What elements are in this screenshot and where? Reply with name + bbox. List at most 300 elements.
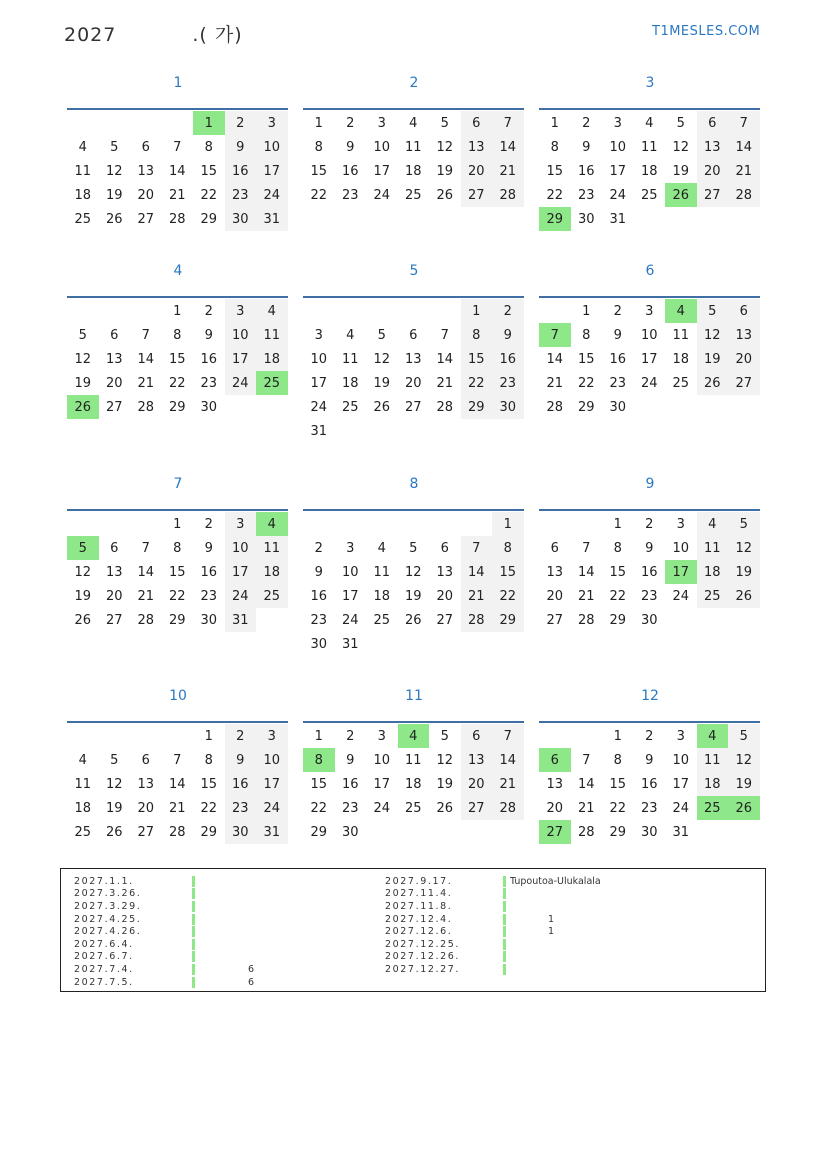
day-cell: 14 [577,564,595,580]
day-cell: 17 [310,375,328,391]
day-cell: 11 [74,163,92,179]
day-cell: 20 [697,159,729,183]
empty-day-cell [335,299,367,323]
day-cell: 17 [225,347,257,371]
day-cell: 1 [314,728,323,744]
day-cell: 10 [310,351,328,367]
day-cell: 8 [314,139,323,155]
page-title [64,20,243,47]
day-cell: 2 [645,728,654,744]
day-cell: 28 [137,399,155,415]
day-cell: 22 [609,800,627,816]
empty-day-cell [99,111,131,135]
day-cell: 20 [546,588,564,604]
empty-day-cell [571,724,603,748]
day-cell: 3 [676,728,685,744]
holiday-marker [192,951,195,962]
day-cell: 15 [200,163,218,179]
day-cell: 16 [341,163,359,179]
legend-holiday-name: Tupoutoa-Ulukalala [510,875,601,887]
day-cell: 11 [640,139,658,155]
empty-day-cell [366,512,398,536]
day-cell: 17 [640,351,658,367]
legend-row [74,875,199,888]
title-subtitle: .( 가) [192,24,243,46]
day-cell: 26 [105,211,123,227]
day-cell: 15 [310,163,328,179]
day-cell: 6 [461,724,493,748]
day-cell: 18 [256,347,288,371]
empty-day-cell [99,299,131,323]
brand-logo[interactable]: T1MESLES.COM [652,24,761,39]
day-cell: 29 [609,824,627,840]
day-cell: 29 [609,612,627,628]
holiday-marker [503,951,506,962]
month-days-grid [303,512,524,656]
day-cell: 16 [640,776,658,792]
day-cell: 19 [697,347,729,371]
day-cell: 13 [461,748,493,772]
day-cell: 23 [577,187,595,203]
day-cell: 15 [200,776,218,792]
empty-day-cell [429,299,461,323]
day-cell: 13 [137,776,155,792]
month-divider [67,296,288,298]
day-cell: 17 [256,159,288,183]
day-cell: 8 [173,327,182,343]
day-cell: 9 [346,139,355,155]
legend-row [74,900,199,913]
day-cell: 26 [728,584,760,608]
holiday-day-cell: 4 [256,512,288,536]
month-divider [539,721,760,723]
empty-day-cell [130,724,162,748]
day-cell: 28 [577,612,595,628]
legend-date: 2027.12.4. [385,913,453,925]
day-cell: 19 [728,560,760,584]
legend-row [74,938,199,951]
day-cell: 29 [168,612,186,628]
month-divider [303,509,524,511]
day-cell: 13 [436,564,454,580]
month-days-grid [303,111,524,207]
day-cell: 7 [141,540,150,556]
day-cell: 27 [404,399,422,415]
day-cell: 19 [672,163,690,179]
day-cell: 3 [225,512,257,536]
empty-day-cell [99,724,131,748]
day-cell: 15 [461,347,493,371]
day-cell: 18 [697,560,729,584]
day-cell: 24 [310,399,328,415]
month-days-grid [67,724,288,844]
month-title: 12 [641,688,659,704]
legend-date: 2027.3.26. [74,888,142,900]
day-cell: 18 [256,560,288,584]
legend-date: 2027.4.26. [74,926,142,938]
holiday-day-cell: 29 [539,207,571,231]
day-cell: 16 [341,776,359,792]
day-cell: 9 [204,540,213,556]
empty-day-cell [303,299,335,323]
day-cell: 3 [676,516,685,532]
holiday-marker [503,964,506,975]
day-cell: 14 [492,748,524,772]
legend-row [74,925,199,938]
day-cell: 9 [645,540,654,556]
day-cell: 7 [728,111,760,135]
month-divider [539,108,760,110]
day-cell: 2 [582,115,591,131]
day-cell: 23 [225,796,257,820]
day-cell: 21 [492,772,524,796]
legend-column-right [385,875,601,976]
empty-day-cell [162,724,194,748]
empty-day-cell [99,512,131,536]
day-cell: 4 [78,139,87,155]
day-cell: 24 [640,375,658,391]
day-cell: 29 [310,824,328,840]
day-cell: 29 [492,608,524,632]
legend-date: 2027.4.25. [74,913,142,925]
day-cell: 23 [200,588,218,604]
legend-row [385,925,601,938]
day-cell: 8 [492,536,524,560]
holiday-day-cell: 6 [539,748,571,772]
day-cell: 23 [341,187,359,203]
day-cell: 23 [341,800,359,816]
day-cell: 25 [404,800,422,816]
legend-row [74,976,255,989]
day-cell: 19 [74,375,92,391]
day-cell: 20 [436,588,454,604]
holiday-day-cell: 25 [256,371,288,395]
month-days-grid [539,299,760,419]
holiday-day-cell: 4 [398,724,430,748]
day-cell: 23 [200,375,218,391]
day-cell: 11 [672,327,690,343]
day-cell: 1 [314,115,323,131]
day-cell: 12 [728,536,760,560]
day-cell: 3 [377,728,386,744]
day-cell: 7 [461,536,493,560]
day-cell: 12 [728,748,760,772]
day-cell: 20 [137,800,155,816]
day-cell: 10 [256,135,288,159]
day-cell: 15 [168,564,186,580]
day-cell: 11 [256,323,288,347]
holiday-day-cell: 5 [67,536,99,560]
day-cell: 10 [373,139,391,155]
day-cell: 20 [137,187,155,203]
empty-day-cell [67,299,99,323]
empty-day-cell [366,299,398,323]
month-title: 4 [173,263,183,279]
day-cell: 21 [137,375,155,391]
day-cell: 13 [404,351,422,367]
day-cell: 26 [436,187,454,203]
empty-day-cell [461,512,493,536]
day-cell: 25 [640,187,658,203]
day-cell: 14 [436,351,454,367]
day-cell: 16 [492,347,524,371]
holiday-marker [192,901,195,912]
legend-row [385,951,601,964]
day-cell: 22 [461,371,493,395]
day-cell: 14 [492,135,524,159]
day-cell: 8 [550,139,559,155]
day-cell: 7 [141,327,150,343]
day-cell: 4 [256,299,288,323]
day-cell: 29 [577,399,595,415]
day-cell: 21 [436,375,454,391]
day-cell: 9 [314,564,323,580]
day-cell: 28 [168,824,186,840]
day-cell: 22 [310,800,328,816]
day-cell: 18 [640,163,658,179]
month-days-grid [303,724,524,844]
day-cell: 9 [346,752,355,768]
day-cell: 8 [461,323,493,347]
day-cell: 26 [74,612,92,628]
day-cell: 19 [105,800,123,816]
day-cell: 26 [373,399,391,415]
day-cell: 17 [341,588,359,604]
day-cell: 5 [440,115,449,131]
day-cell: 24 [609,187,627,203]
day-cell: 17 [225,560,257,584]
day-cell: 16 [577,163,595,179]
day-cell: 24 [373,800,391,816]
day-cell: 16 [310,588,328,604]
day-cell: 12 [105,776,123,792]
day-cell: 12 [105,163,123,179]
day-cell: 12 [436,139,454,155]
day-cell: 26 [436,800,454,816]
legend-date: 2027.12.6. [385,926,453,938]
day-cell: 3 [225,299,257,323]
day-cell: 5 [78,327,87,343]
day-cell: 5 [110,139,119,155]
holiday-marker [503,914,506,925]
day-cell: 5 [728,724,760,748]
day-cell: 29 [200,824,218,840]
holiday-marker [503,939,506,950]
day-cell: 2 [346,728,355,744]
day-cell: 5 [728,512,760,536]
day-cell: 9 [204,327,213,343]
day-cell: 22 [310,187,328,203]
holiday-marker [503,901,506,912]
month-title: 1 [173,75,183,91]
day-cell: 28 [492,796,524,820]
day-cell: 17 [373,776,391,792]
day-cell: 5 [697,299,729,323]
day-cell: 27 [461,183,493,207]
day-cell: 23 [225,183,257,207]
day-cell: 6 [409,327,418,343]
day-cell: 24 [341,612,359,628]
day-cell: 31 [310,423,328,439]
day-cell: 5 [110,752,119,768]
day-cell: 27 [137,211,155,227]
day-cell: 6 [110,327,119,343]
day-cell: 2 [204,516,213,532]
day-cell: 24 [672,800,690,816]
day-cell: 6 [697,111,729,135]
legend-column-left [74,875,255,988]
day-cell: 8 [173,540,182,556]
day-cell: 17 [672,776,690,792]
month-divider [67,509,288,511]
day-cell: 9 [225,135,257,159]
day-cell: 23 [640,588,658,604]
day-cell: 15 [310,776,328,792]
day-cell: 20 [461,772,493,796]
day-cell: 28 [577,824,595,840]
holiday-day-cell: 4 [697,724,729,748]
day-cell: 6 [550,540,559,556]
day-cell: 14 [168,163,186,179]
day-cell: 12 [373,351,391,367]
day-cell: 6 [141,139,150,155]
day-cell: 6 [141,752,150,768]
day-cell: 1 [613,516,622,532]
day-cell: 1 [204,728,213,744]
legend-row [74,963,255,976]
day-cell: 18 [74,800,92,816]
day-cell: 5 [676,115,685,131]
day-cell: 15 [168,351,186,367]
month-days-grid [67,512,288,632]
day-cell: 30 [577,211,595,227]
holiday-day-cell: 26 [728,796,760,820]
empty-day-cell [162,111,194,135]
day-cell: 14 [546,351,564,367]
month-days-grid [67,299,288,419]
day-cell: 8 [613,540,622,556]
day-cell: 1 [492,512,524,536]
day-cell: 14 [728,135,760,159]
day-cell: 13 [697,135,729,159]
day-cell: 13 [546,776,564,792]
day-cell: 17 [373,163,391,179]
day-cell: 9 [225,748,257,772]
day-cell: 14 [137,351,155,367]
day-cell: 12 [74,351,92,367]
day-cell: 31 [672,824,690,840]
day-cell: 4 [409,115,418,131]
day-cell: 14 [461,560,493,584]
legend-date: 2027.12.27. [385,963,461,975]
day-cell: 13 [105,564,123,580]
day-cell: 11 [256,536,288,560]
day-cell: 27 [105,399,123,415]
day-cell: 12 [404,564,422,580]
day-cell: 3 [346,540,355,556]
month-title: 2 [409,75,419,91]
day-cell: 30 [225,207,257,231]
holiday-marker [192,888,195,899]
day-cell: 7 [173,139,182,155]
day-cell: 28 [461,608,493,632]
day-cell: 16 [225,772,257,796]
day-cell: 15 [609,776,627,792]
day-cell: 24 [672,588,690,604]
day-cell: 31 [341,636,359,652]
holiday-marker [192,964,195,975]
day-cell: 2 [225,724,257,748]
day-cell: 14 [168,776,186,792]
holiday-day-cell: 26 [67,395,99,419]
day-cell: 4 [346,327,355,343]
day-cell: 13 [137,163,155,179]
day-cell: 19 [74,588,92,604]
legend-date: 2027.7.4. [74,963,134,975]
day-cell: 21 [728,159,760,183]
day-cell: 8 [204,752,213,768]
legend-date: 2027.9.17. [385,875,453,887]
day-cell: 16 [200,351,218,367]
day-cell: 5 [440,728,449,744]
holiday-marker [192,926,195,937]
legend-date: 2027.7.5. [74,976,134,988]
holiday-marker [192,939,195,950]
legend-row [385,888,601,901]
day-cell: 30 [310,636,328,652]
day-cell: 13 [105,351,123,367]
day-cell: 16 [640,564,658,580]
day-cell: 21 [168,800,186,816]
day-cell: 26 [697,371,729,395]
empty-day-cell [539,512,571,536]
month-days-grid [303,299,524,443]
day-cell: 18 [341,375,359,391]
day-cell: 19 [404,588,422,604]
day-cell: 20 [728,347,760,371]
day-cell: 11 [373,564,391,580]
day-cell: 15 [577,351,595,367]
holiday-day-cell: 26 [665,183,697,207]
empty-day-cell [571,512,603,536]
empty-day-cell [398,299,430,323]
day-cell: 12 [697,323,729,347]
day-cell: 23 [609,375,627,391]
month-days-grid [539,724,760,844]
day-cell: 16 [200,564,218,580]
day-cell: 10 [341,564,359,580]
day-cell: 1 [550,115,559,131]
day-cell: 22 [168,375,186,391]
day-cell: 21 [546,375,564,391]
day-cell: 10 [225,323,257,347]
legend-date: 2027.6.4. [74,938,134,950]
day-cell: 4 [697,512,729,536]
day-cell: 22 [577,375,595,391]
day-cell: 18 [672,351,690,367]
holiday-day-cell: 1 [193,111,225,135]
legend-date: 2027.11.4. [385,888,453,900]
day-cell: 18 [404,163,422,179]
day-cell: 12 [74,564,92,580]
day-cell: 30 [341,824,359,840]
day-cell: 27 [105,612,123,628]
month-title: 6 [645,263,655,279]
day-cell: 12 [436,752,454,768]
legend-date: 2027.6.7. [74,951,134,963]
day-cell: 21 [461,584,493,608]
month-divider [539,509,760,511]
